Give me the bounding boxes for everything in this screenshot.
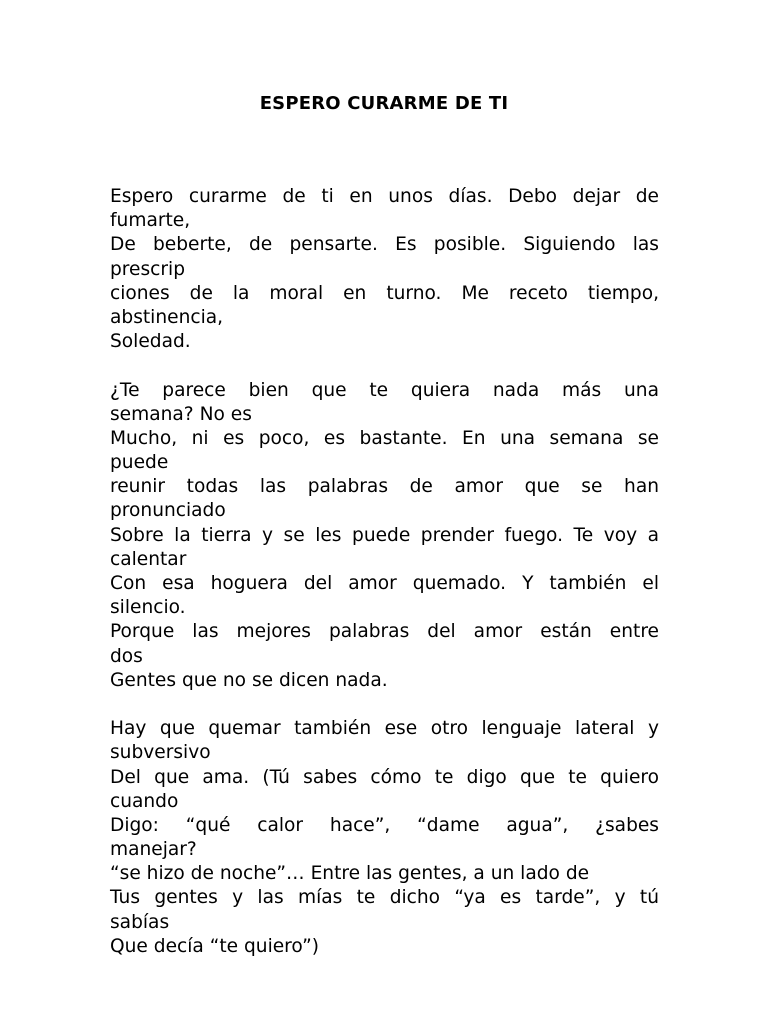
- poem-line: abstinencia,: [110, 306, 224, 328]
- poem-line: “se hizo de noche”… Entre las gentes, a un lado de: [110, 863, 590, 885]
- poem-line: Tus gentes y las mías te dicho “ya es tarde”, y tú: [110, 887, 659, 909]
- poem-line: cuando: [110, 790, 179, 812]
- poem-line: pronunciado: [110, 500, 226, 522]
- poem-line: subversivo: [110, 742, 211, 764]
- poem-line: Con esa hoguera del amor quemado. Y también el: [110, 573, 659, 594]
- poem-line: Gentes que no se dicen nada.: [110, 669, 388, 691]
- poem-line: Porque las mejores palabras del amor están entre: [110, 621, 659, 643]
- poem-line: De beberte, de pensarte. Es posible. Siguiendo las: [110, 234, 659, 256]
- poem-line: dos: [110, 645, 143, 667]
- poem-line: prescrip: [110, 258, 186, 280]
- stanza-gap: [110, 693, 659, 717]
- poem-line: sabías: [110, 911, 170, 933]
- poem-line: reunir todas las palabras de amor que se han: [110, 476, 659, 498]
- poem-line: ¿Te parece bien que te quiera nada más una: [110, 379, 659, 401]
- poem-line: ciones de la moral en turno. Me receto tiempo,: [110, 282, 659, 304]
- poem-line: Mucho, ni es poco, es bastante. En una semana se: [110, 427, 659, 449]
- poem-line: Hay que quemar también ese otro lenguaje lateral y: [110, 718, 659, 740]
- poem-line: manejar?: [110, 839, 197, 861]
- stanza-gap: [110, 354, 659, 378]
- poem-line: calentar: [110, 548, 187, 570]
- poem-line: silencio.: [110, 597, 186, 619]
- poem-body: [110, 185, 659, 959]
- poem-line: puede: [110, 452, 169, 474]
- poem-line: Digo: “qué calor hace”, “dame agua”, ¿sabes: [110, 814, 659, 836]
- poem-line: Espero curarme de ti en unos días. Debo dejar de: [110, 186, 659, 207]
- poem-line: Sobre la tierra y se les puede prender fuego. Te voy a: [110, 524, 659, 546]
- poem-line: Del que ama. (Tú sabes cómo te digo que te quiero: [110, 766, 659, 788]
- poem-line: Que decía “te quiero”): [110, 935, 320, 957]
- poem-line: semana? No es: [110, 403, 252, 425]
- poem-title: ESPERO CURARME DE TI: [259, 93, 509, 114]
- poem-line: Soledad.: [110, 331, 191, 353]
- poem-line: fumarte,: [110, 210, 191, 232]
